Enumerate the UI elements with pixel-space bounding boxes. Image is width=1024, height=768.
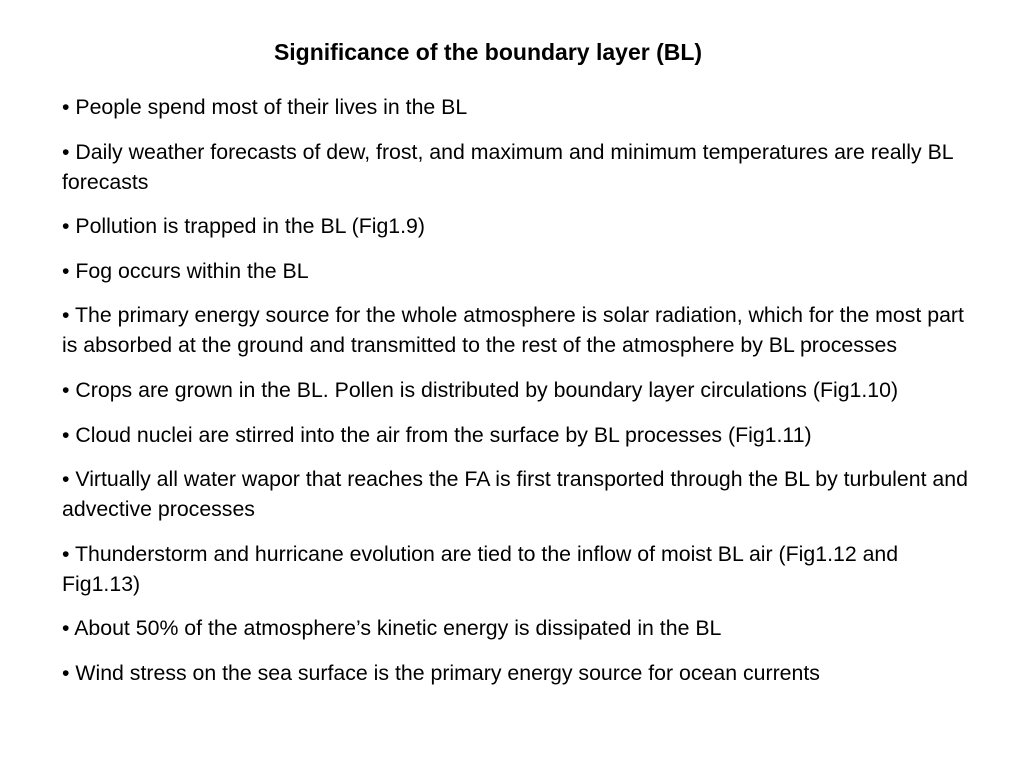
bullet-item: • People spend most of their lives in the BL xyxy=(62,95,468,119)
bullet-item: • Cloud nuclei are stirred into the air from the surface by BL processes (Fig1.11) xyxy=(62,422,812,447)
bullet-item: • Fog occurs within the BL xyxy=(62,258,309,283)
bullet-item: • Crops are grown in the BL. Pollen is distributed by boundary layer circulations (Fig1.10) xyxy=(62,377,899,402)
bullet-item: • Pollution is trapped in the BL (Fig1.9) xyxy=(62,214,425,239)
slide-title: Significance of the boundary layer (BL) xyxy=(273,39,703,65)
bullet-item: • The primary energy source for the whole atmosphere is solar radiation, which for the most part is absorbed at the ground and transmitted to the rest of the atmosphere by BL processes xyxy=(62,303,964,358)
bullet-item: • Virtually all water wapor that reaches the FA is first transported through the BL by turbulent and advective processes xyxy=(62,467,968,522)
bullet-item: • Wind stress on the sea surface is the primary energy source for ocean currents xyxy=(62,660,820,685)
bullet-item: • Thunderstorm and hurricane evolution are tied to the inflow of moist BL air (Fig1.12 and Fig1.13) xyxy=(62,541,899,596)
bullet-list xyxy=(62,92,982,688)
bullet-item: • About 50% of the atmosphere’s kinetic energy is dissipated in the BL xyxy=(62,616,722,641)
bullet-item: • Daily weather forecasts of dew, frost, and maximum and minimum temperatures are really BL forecasts xyxy=(62,139,953,194)
